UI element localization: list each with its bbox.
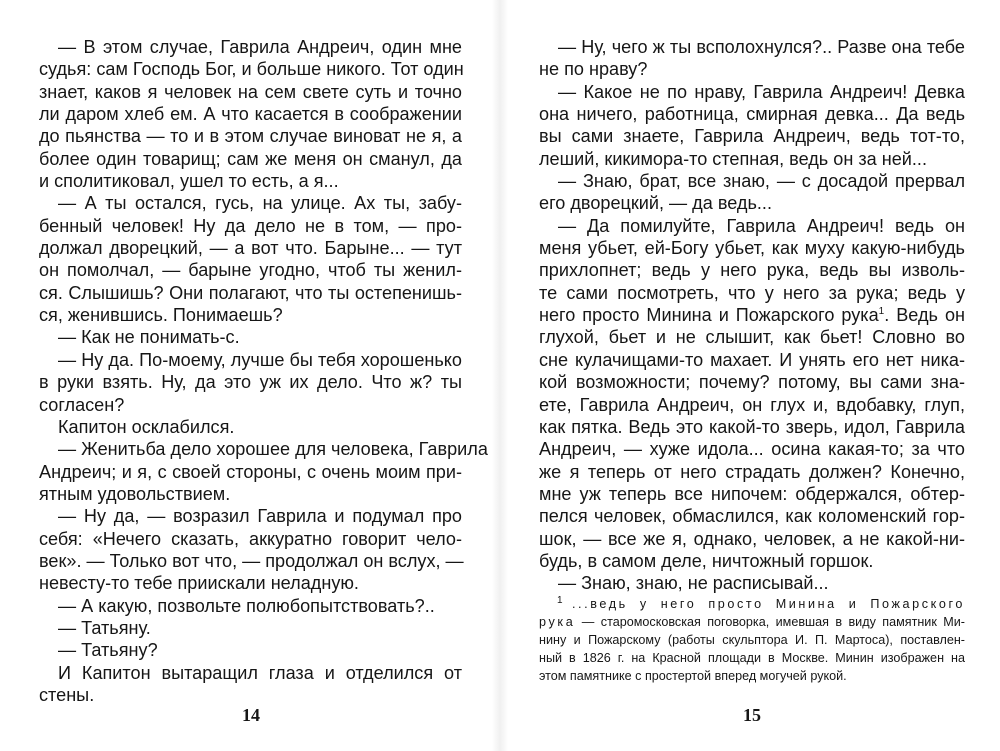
text-line: и сполитиковал, ушел то есть, а я... <box>39 171 339 192</box>
footnote-line <box>539 614 965 632</box>
text-line: более один товарищ; сам же меня он сманул, да <box>39 148 462 169</box>
text-line: те сами посмотреть, что у него за рука; ведь у <box>539 282 965 303</box>
right-page-text <box>539 36 965 595</box>
text-line: — Как не понимать-с. <box>58 327 240 348</box>
text-line: как пятка. Ведь это какой-то зверь, идол, Гаврила <box>539 416 965 437</box>
text-line-with-footnote-ref <box>539 304 965 326</box>
text-line: глухой, бьет и не слышит, как бьет! Словно во <box>539 327 965 348</box>
text-line: себя: «Нечего сказать, аккуратно говорит чело- <box>39 528 462 549</box>
text-line: же я теперь от него страдать должен? Конечно, <box>539 461 965 482</box>
text-line: — Ну, чего ж ты всполохнулся?.. Разве она тебе <box>558 37 965 57</box>
text-line: знает, каков я человек на сем свете суть и точно <box>39 81 462 102</box>
text-line: — Знаю, брат, все знаю, — с досадой прервал <box>558 171 965 192</box>
footnote-quote: ...ведь у него просто Минина и Пожарского <box>571 597 965 611</box>
text-line: пелся человек, обмаслился, как коломенский гор- <box>539 506 965 527</box>
text-segment: него просто Минина и Пожарского рука <box>539 305 879 326</box>
page-number-left: 14 <box>242 705 260 725</box>
text-line: — А ты остался, гусь, на улице. Ах ты, забу- <box>58 193 462 214</box>
left-page-text <box>39 36 488 706</box>
text-line: — Ну да, — возразил Гаврила и подумал про <box>58 506 462 527</box>
text-line: — А какую, позвольте полюбопытствовать?.. <box>58 595 435 616</box>
text-line: вы сами знаете, Гаврила Андреич, ведь тот-то, <box>539 126 965 147</box>
page-number-right: 15 <box>743 705 761 725</box>
text-line: — В этом случае, Гаврила Андреич, один мне <box>58 37 462 57</box>
footnote-line <box>539 596 965 614</box>
text-line: мне уж теперь все нипочем: обдержался, обтер- <box>539 483 965 504</box>
footnote-text: — старомосковская поговорка, имевшая в виду памятник Ми- <box>575 614 965 629</box>
footnote-line: ный в 1826 г. на Красной площади в Москве. Минин изображен на <box>539 650 965 665</box>
text-line: будь, в самом деле, ничтожный горшок. <box>539 550 874 571</box>
text-line: — Да помилуйте, Гаврила Андреич! ведь он <box>558 215 965 236</box>
text-line: его дворецкий, — да ведь... <box>539 193 772 214</box>
text-line: она ничего, работница, смирная девка... Да ведь <box>539 104 965 125</box>
footnote <box>539 596 965 685</box>
text-line: Андреич; и я, с своей стороны, с очень моим при- <box>39 461 462 482</box>
footnote-quote: рука <box>539 614 576 629</box>
text-line: Андреич, — хуже идола... осина какая-то; за что <box>539 439 965 460</box>
text-line: бенный человек! Ну да дело не в том, — про- <box>39 215 462 236</box>
text-line: он помолчал, — барыне угодно, чтоб ты женил- <box>39 260 462 281</box>
text-line: судья: сам Господь Бог, и больше никого. Тот один <box>39 59 464 80</box>
text-line: — Знаю, знаю, не расписывай... <box>558 573 829 594</box>
footnote-line: этом памятнике с простертой вперед могучей рукой. <box>539 668 847 683</box>
text-line: должал дворецкий, — а вот что. Барыне... — тут <box>39 238 462 259</box>
text-line: прихлопнет; ведь у него рука, ведь вы изволь- <box>539 260 965 281</box>
footnote-mark: 1 <box>557 594 563 606</box>
text-line: Капитон осклабился. <box>58 416 235 437</box>
text-line: не по нраву? <box>539 59 648 80</box>
text-line: — Татьяну. <box>58 617 151 638</box>
text-line: — Татьяну? <box>58 640 158 661</box>
footnote-ref[interactable]: 1 <box>878 306 885 318</box>
text-line: ятным удовольствием. <box>39 483 231 504</box>
book-gutter <box>492 0 508 751</box>
text-line: ете, Гаврила Андреич, он глух и, вдобавку, глуп, <box>539 394 965 415</box>
text-line: стены. <box>39 684 95 705</box>
text-line: — Какое не по нраву, Гаврила Андреич! Девка <box>558 81 965 102</box>
text-line: век». — Только вот что, — продолжал он вслух, — <box>39 550 464 571</box>
text-line: ли даром хлеб ем. А что касается в соображении <box>39 104 462 125</box>
text-line: ся. Слышишь? Они полагают, что ты остепенишь- <box>39 282 462 303</box>
text-line: сне кулачищами-то махает. И унять его нет ника- <box>539 349 965 370</box>
text-line: леший, кикимора-то степная, ведь он за ней... <box>539 148 927 169</box>
text-line: в руки взять. Ну, да это уж их дело. Что ж? ты <box>39 372 462 393</box>
text-line: шок, — все же я, однако, человек, а не какой-ни- <box>539 528 965 549</box>
text-line: меня убьет, ей-Богу убьет, как муху какую-нибудь <box>539 238 965 259</box>
text-segment: . Ведь он <box>884 305 965 326</box>
text-line: ся, женившись. Понимаешь? <box>39 305 283 326</box>
text-line: согласен? <box>39 394 125 415</box>
text-line: кой возможности; почему? потому, вы сами зна- <box>539 372 965 393</box>
text-line: до пьянства — то и в этом случае виноват не я, а <box>39 126 462 147</box>
footnote-line: нину и Пожарскому (работы скульптора И. П. Мартоса), поставлен- <box>539 632 965 647</box>
text-line: — Ну да. По-моему, лучше бы тебя хорошенько <box>58 349 462 370</box>
text-line: — Женитьба дело хорошее для человека, Гаврила <box>58 439 488 460</box>
text-line: невесту-то тебе приискали неладную. <box>39 573 359 594</box>
text-line: И Капитон вытаращил глаза и отделился от <box>58 662 462 683</box>
